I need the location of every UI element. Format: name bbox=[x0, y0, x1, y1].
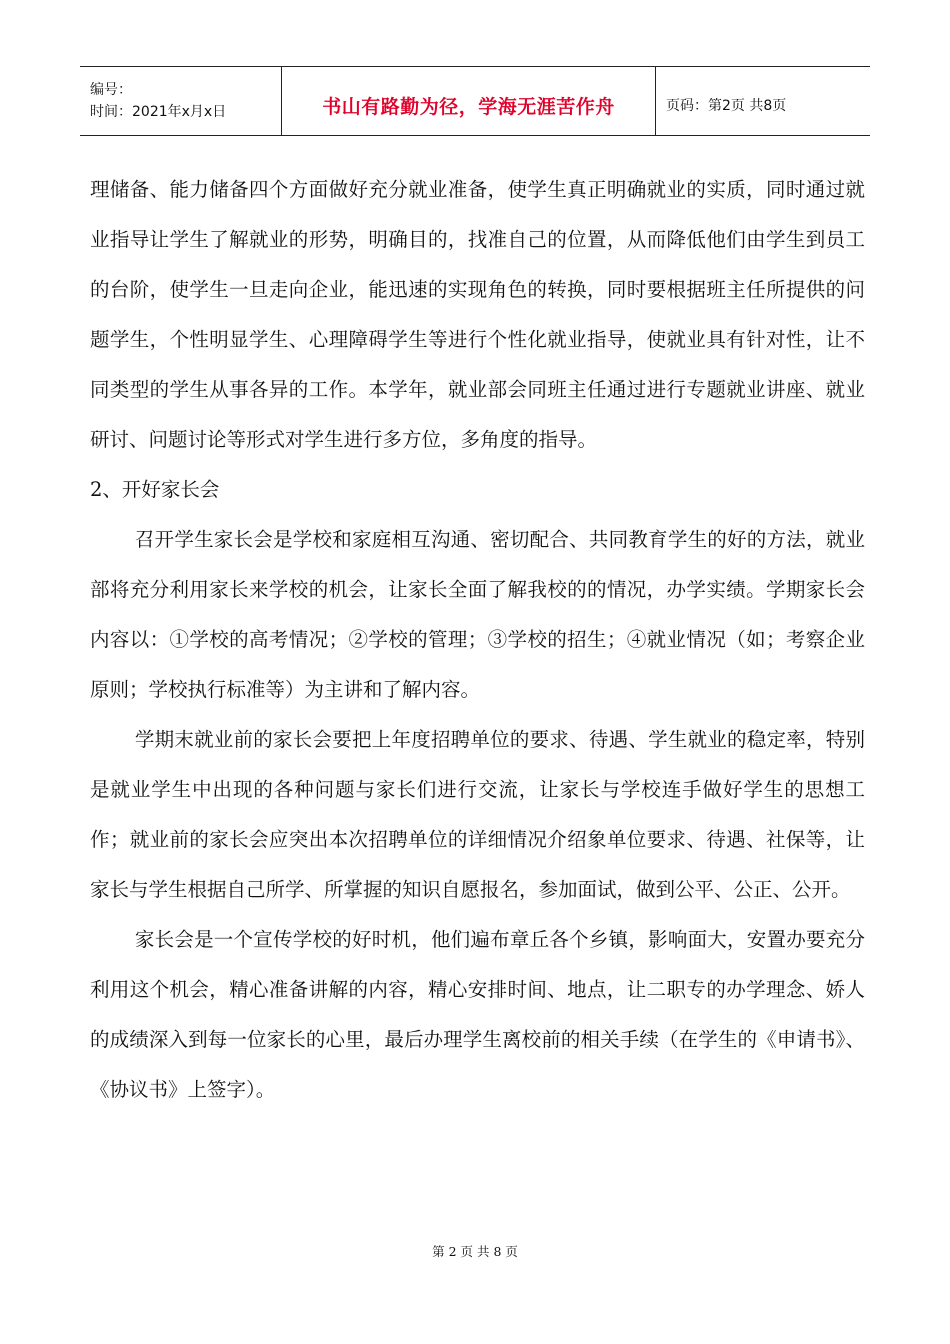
document-number-label: 编号： bbox=[90, 82, 132, 98]
paragraph: 家长会是一个宣传学校的好时机，他们遍布章丘各个乡镇，影响面大，安置办要充分利用这个机会，精心准备讲解的内容，精心安排时间、地点，让二职专的办学理念、娇人的成绩深入到每一位家长的心里，最后办理学生离校前的相关手续（在学生的《申请书》、《协议书》上签字）。 bbox=[90, 928, 865, 1101]
paragraph: 学期末就业前的家长会要把上年度招聘单位的要求、待遇、学生就业的稳定率，特别是就业学生中出现的各种问题与家长们进行交流，让家长与学校连手做好学生的思想工作；就业前的家长会应突出本次招聘单位的详细情况介绍象单位要求、待遇、社保等，让家长与学生根据自己所学、所掌握的知识自愿报名，参加面试，做到公平、公正、公开。 bbox=[90, 728, 865, 901]
header-page-cell bbox=[656, 67, 870, 135]
paragraph-continuation: 理储备、能力储备四个方面做好充分就业准备，使学生真正明确就业的实质，同时通过就业指导让学生了解就业的形势，明确目的，找准自己的位置，从而降低他们由学生到员工的台阶，使学生一旦走向企业，能迅速的实现角色的转换，同时要根据班主任所提供的问题学生，个性明显学生、心理障碍学生等进行个性化就业指导，使就业具有针对性，让不同类型的学生从事各异的工作。本学年，就业部会同班主任通过进行专题就业讲座、就业研讨、问题讨论等形式对学生进行多方位，多角度的指导。 bbox=[90, 178, 865, 451]
section-heading: 2、开好家长会 bbox=[90, 478, 220, 501]
header-page-info: 页码：第2页 共8页 bbox=[666, 98, 787, 114]
document-date: 时间：2021年x月x日 bbox=[90, 104, 227, 120]
paragraph: 召开学生家长会是学校和家庭相互沟通、密切配合、共同教育学生的好的方法，就业部将充分利用家长来学校的机会，让家长全面了解我校的的情况，办学实绩。学期家长会内容以：①学校的高考情况；②学校的管理；③学校的招生；④就业情况（如；考察企业原则；学校执行标准等）为主讲和了解内容。 bbox=[90, 528, 865, 701]
page-footer: 第 2 页 共 8 页 bbox=[432, 1244, 518, 1259]
header-motto: 书山有路勤为径，学海无涯苦作舟 bbox=[322, 95, 615, 118]
document-header bbox=[80, 66, 870, 136]
header-meta bbox=[80, 67, 282, 135]
header-motto-cell bbox=[282, 67, 656, 135]
document-body bbox=[90, 165, 865, 1115]
